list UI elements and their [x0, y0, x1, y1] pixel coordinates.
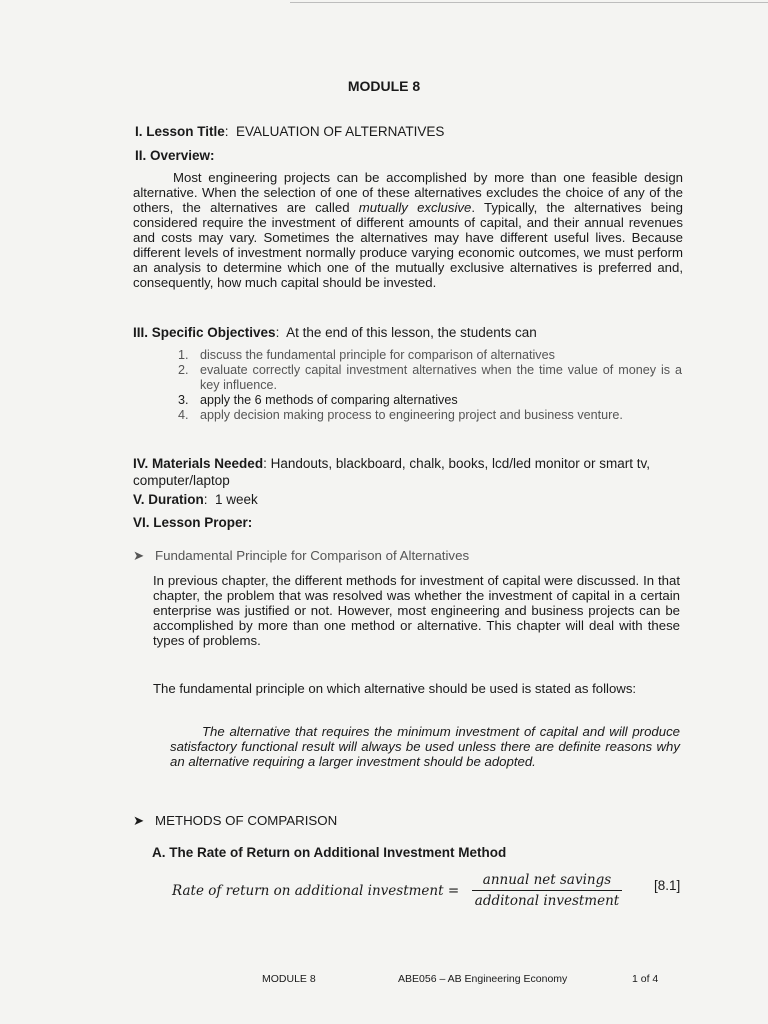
quote-text: The alternative that requires the minimum investment of capital and will produce satisfactory functional result will always be used unless there are definite reasons why an alternative requiring a larger investment should be adopted.	[170, 724, 680, 769]
duration-label: V. Duration	[133, 492, 204, 507]
methods-heading-text: METHODS OF COMPARISON	[155, 813, 338, 828]
lesson-title-section: I. Lesson Title: EVALUATION OF ALTERNATIVES	[135, 124, 445, 139]
equation-left-side: Rate of return on additional investment =	[172, 883, 460, 899]
duration-value: 1 week	[215, 492, 258, 507]
lesson-proper-label: VI. Lesson Proper:	[133, 515, 253, 530]
materials-label: IV. Materials Needed	[133, 456, 264, 471]
objective-item	[178, 348, 682, 363]
objective-item	[178, 408, 682, 423]
materials-section: IV. Materials Needed: Handouts, blackboard, chalk, books, lcd/led monitor or smart tv, computer/laptop	[133, 456, 651, 488]
objective-text: discuss the fundamental principle for comparison of alternatives	[200, 348, 555, 362]
lesson-title-label: I. Lesson Title	[135, 124, 225, 139]
method-a-heading-text: A. The Rate of Return on Additional Investment Method	[152, 845, 507, 860]
overview-italic-term: mutually exclusive	[358, 200, 472, 215]
fundamental-heading-text: Fundamental Principle for Comparison of Alternatives	[155, 548, 470, 563]
objective-number: 3.	[178, 393, 189, 407]
overview-label-text: II. Overview:	[135, 148, 215, 163]
footer-course: ABE056 – AB Engineering Economy	[398, 973, 568, 985]
equation-numerator: annual net savings	[472, 872, 622, 891]
arrow-bullet-icon: ➤	[133, 548, 145, 563]
method-a-heading	[152, 845, 506, 860]
equation-fraction	[472, 872, 622, 909]
footer-page-number: 1 of 4	[632, 973, 659, 985]
objective-text: apply decision making process to engineering project and business venture.	[200, 408, 623, 422]
equation-8-1	[172, 872, 692, 912]
objectives-label: III. Specific Objectives	[133, 325, 276, 340]
module-title: MODULE 8	[347, 78, 421, 94]
fundamental-paragraph-2: The fundamental principle on which alternative should be used is stated as follows:	[153, 681, 637, 696]
objective-number: 1.	[178, 348, 189, 362]
objectives-heading: III. Specific Objectives: At the end of this lesson, the students can	[133, 325, 537, 340]
objectives-list	[178, 348, 682, 423]
fundamental-heading	[133, 548, 469, 564]
duration-section: V. Duration: 1 week	[133, 492, 258, 507]
objective-text: evaluate correctly capital investment alternatives when the time value of money is a key influence.	[200, 363, 682, 392]
objective-number: 4.	[178, 408, 189, 422]
materials-value: Handouts, blackboard, chalk, books, lcd/led monitor or smart tv, computer/laptop	[133, 456, 651, 488]
objective-item	[178, 363, 682, 393]
overview-text: Most engineering projects can be accomplished by more than one feasible design alternative. When the selection of one of these alternatives excludes the choice of any of the others, the alternatives are called	[133, 170, 683, 215]
top-edge-line	[290, 2, 768, 3]
overview-label	[135, 148, 215, 163]
objective-text: apply the 6 methods of comparing alternatives	[200, 393, 458, 407]
lesson-proper-heading	[133, 515, 252, 530]
lesson-title-value: EVALUATION OF ALTERNATIVES	[236, 124, 445, 139]
objective-item	[178, 393, 682, 408]
equation-number: [8.1]	[654, 878, 681, 893]
fundamental-paragraph-1: In previous chapter, the different methods for investment of capital were discussed. In that chapter, the problem that was resolved was whether the investment of capital in a certain enterprise was justified or not. However, most engineering and business projects can be accomplished by more than one method or alternative. This chapter will deal with these types of problems.	[153, 573, 680, 648]
objectives-intro: At the end of this lesson, the students can	[286, 325, 537, 340]
methods-heading	[133, 813, 337, 829]
arrow-bullet-icon: ➤	[133, 813, 145, 828]
overview-paragraph	[133, 170, 683, 290]
objective-number: 2.	[178, 363, 189, 377]
fundamental-principle-quote	[170, 724, 680, 769]
overview-text-continued: . Typically, the alternatives being considered require the investment of different amounts of capital, and their annual revenues and costs may vary. Sometimes the alternatives may have different useful lives. Because different levels of investment normally produce varying economic outcomes, we must perform an analysis to determine which one of the mutually exclusive alternatives is preferred and, consequently, how much capital should be invested.	[133, 200, 683, 290]
equation-denominator: additonal investment	[474, 893, 620, 909]
footer-module: MODULE 8	[262, 973, 316, 985]
